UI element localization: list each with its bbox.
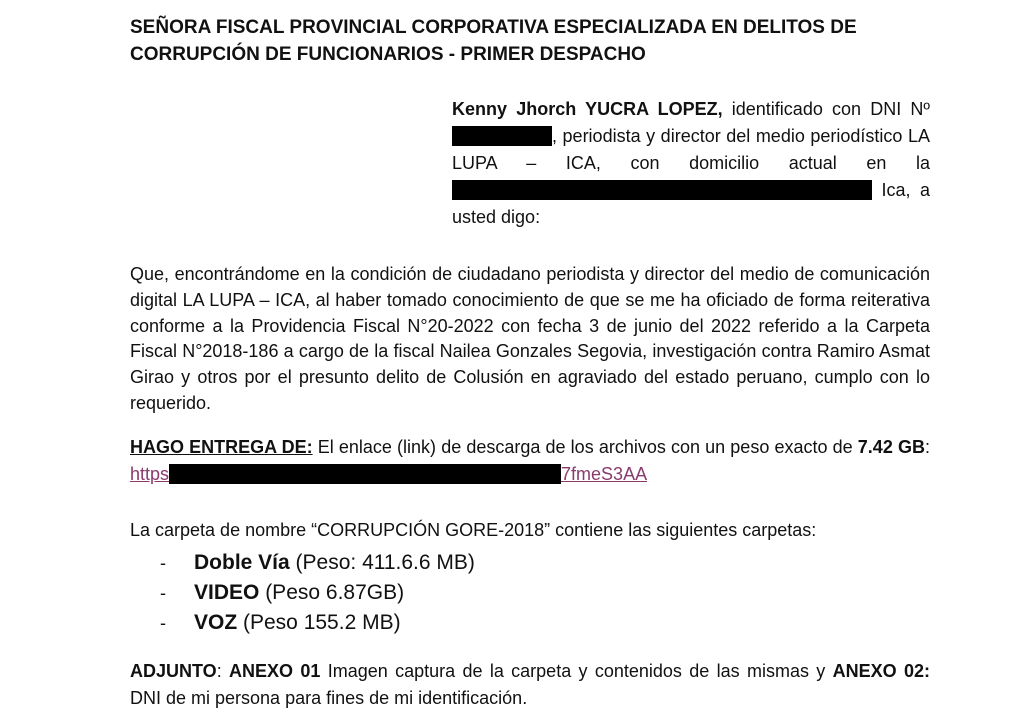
redacted-link: [169, 464, 561, 484]
annex-1-text: Imagen captura de la carpeta y contenidos de las mismas y: [320, 661, 833, 681]
delivery-label: HAGO ENTREGA DE:: [130, 437, 313, 457]
attachment-label: ADJUNTO: [130, 661, 217, 681]
folder-intro: La carpeta de nombre “CORRUPCIÓN GORE-2018” contiene las siguientes carpetas:: [130, 520, 817, 540]
folder-name: VIDEO: [194, 581, 260, 604]
folder-weight: (Peso 155.2 MB): [237, 611, 401, 634]
download-link-start: https: [130, 464, 170, 484]
folder-item: [160, 548, 475, 578]
folder-weight: (Peso: 411.6.6 MB): [289, 551, 475, 574]
folder-weight: (Peso 6.87GB): [259, 581, 405, 604]
heading-line-1: SEÑORA FISCAL PROVINCIAL CORPORATIVA ESPECIALIZADA EN DELITOS DE: [130, 17, 857, 38]
delivery-paragraph: [130, 434, 930, 488]
heading-line-2: CORRUPCIÓN DE FUNCIONARIOS - PRIMER DESPACHO: [130, 44, 646, 65]
attachment-paragraph: [130, 658, 930, 712]
body-paragraph: Que, encontrándome en la condición de ciudadano periodista y director del medio de comunicación digital LA LUPA – ICA, al haber tomado conocimiento de que se me ha oficiado de forma reiterativa conforme a la Providencia Fiscal N°20-2022 con fecha 3 de junio del 2022 referido a la Carpeta Fiscal N°2018-186 a cargo de la fiscal Nailea Gonzales Segovia, investigación contra Ramiro Asmat Girao y otros por el presunto delito de Colusión en agraviado del estado peruano, cumplo con lo requerido.: [130, 264, 930, 413]
intro-text-2: , periodista y director del medio periodístico LA LUPA – ICA, con domicilio actual en la: [452, 126, 930, 173]
list-dash: -: [160, 553, 166, 573]
folder-list: [160, 548, 475, 638]
redacted-address: [452, 180, 872, 200]
delivery-colon: :: [924, 437, 930, 457]
delivery-size: 7.42 GB: [857, 437, 925, 457]
list-dash: -: [160, 583, 166, 603]
sender-introduction: [452, 96, 930, 231]
attachment-colon: :: [216, 661, 230, 681]
folder-item: [160, 578, 475, 608]
intro-text-1: identificado con DNI Nº: [722, 99, 930, 119]
delivery-text: El enlace (link) de descarga de los archivos con un peso exacto de: [312, 437, 858, 457]
annex-1-label: ANEXO 01: [229, 661, 321, 681]
sender-name: Kenny Jhorch YUCRA LOPEZ,: [452, 99, 723, 119]
download-link[interactable]: [130, 464, 647, 484]
annex-2-label: ANEXO 02:: [832, 661, 930, 681]
folder-name: VOZ: [194, 611, 238, 634]
folder-item: [160, 608, 475, 638]
redacted-dni: [452, 126, 552, 146]
download-link-end: 7fmeS3AA: [561, 464, 648, 484]
intro-text-3: Ica, a usted digo:: [452, 180, 930, 227]
annex-2-text: DNI de mi persona para fines de mi identificación.: [130, 688, 528, 708]
folder-name: Doble Vía: [194, 551, 290, 574]
document-heading: [130, 14, 930, 68]
list-dash: -: [160, 613, 166, 633]
